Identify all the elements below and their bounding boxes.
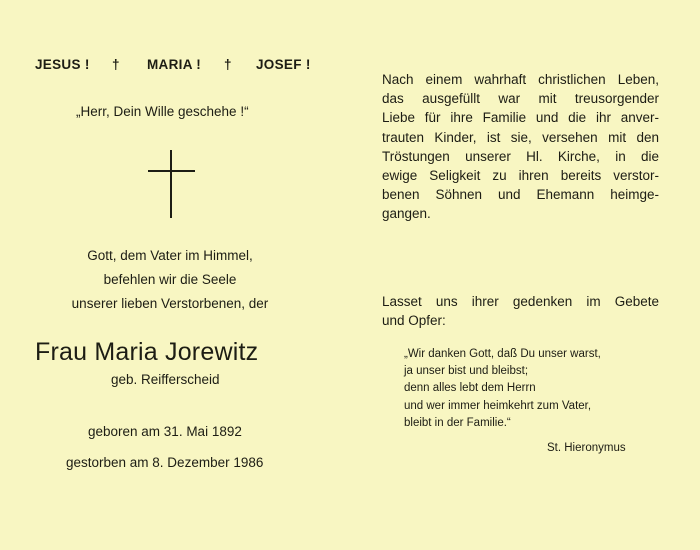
quote-line: denn alles lebt dem Herrn	[404, 382, 536, 395]
quote-author: St. Hieronymus	[547, 442, 626, 454]
deceased-name: Frau Maria Jorewitz	[35, 338, 259, 366]
commendation-line-2: befehlen wir die Seele	[103, 272, 237, 287]
birth-date: geboren am 31. Mai 1892	[88, 424, 242, 439]
prayer-request-line: und Opfer:	[382, 313, 446, 329]
biography-line: benen Söhnen und Ehemann heimge-	[382, 187, 659, 203]
biography-line: Tröstungen unserer Hl. Kirche, in die	[382, 148, 659, 164]
prayer-request-line: Lasset uns ihrer gedenken im Gebete	[382, 294, 659, 309]
biography-paragraph	[382, 70, 659, 224]
biography-line: Nach einem wahrhaft christlichen Leben,	[382, 72, 659, 87]
quote-line: bleibt in der Familie.“	[404, 416, 511, 429]
quote-block	[404, 346, 601, 432]
quote-line: ja unser bist und bleibst;	[404, 365, 529, 378]
invocation-josef: JOSEF !	[256, 57, 311, 72]
biography-line: trauten Kinder, ist sie, versehen mit den	[382, 129, 659, 145]
invocation-jesus: JESUS !	[35, 57, 90, 72]
dagger-1: †	[112, 57, 120, 72]
biography-line: Liebe für ihre Familie und die ihr anver-	[382, 110, 659, 126]
dagger-2: †	[224, 57, 232, 72]
quote-line: „Wir danken Gott, daß Du unser warst,	[404, 348, 601, 360]
quote-line: und wer immer heimkehrt zum Vater,	[404, 399, 592, 412]
invocation-maria: MARIA !	[147, 57, 202, 72]
motto: „Herr, Dein Wille geschehe !“	[76, 104, 249, 119]
commendation-line-1: Gott, dem Vater im Himmel,	[87, 248, 253, 263]
biography-line: gangen.	[382, 206, 431, 222]
death-date: gestorben am 8. Dezember 1986	[66, 455, 264, 470]
maiden-name: geb. Reifferscheid	[111, 372, 220, 387]
biography-line: ewige Seligkeit zu ihren bereits verstor-	[382, 167, 659, 183]
biography-line: das ausgefüllt war mit treusorgender	[382, 91, 659, 107]
commendation-line-3: unserer lieben Verstorbenen, der	[71, 296, 269, 311]
prayer-request	[382, 292, 659, 330]
